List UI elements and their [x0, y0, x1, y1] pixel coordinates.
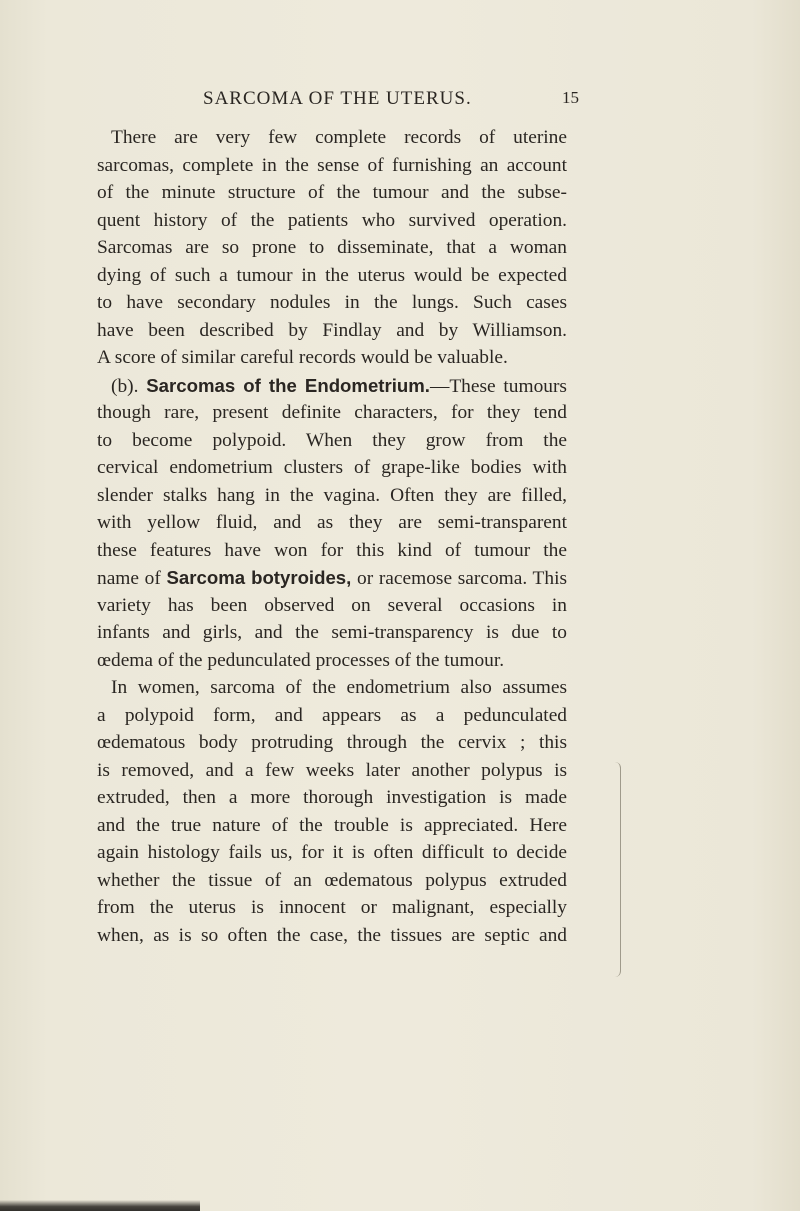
paragraph-women [97, 674, 567, 949]
text-line: with yellow fluid, and as they are semi-transparent [97, 512, 567, 533]
text-line: to have secondary nodules in the lungs. Such cases [97, 292, 567, 313]
text-line: again histology fails us, for it is often difficult to decide [97, 842, 567, 863]
paragraph-records [97, 124, 567, 372]
term-suffix: or racemose sarcoma. This [351, 568, 568, 589]
section-heading-line [97, 372, 567, 400]
text-line: A score of similar careful records would be valuable. [97, 347, 508, 368]
text-line: from the uterus is innocent or malignant, especially [97, 897, 567, 918]
text-line: In women, sarcoma of the endometrium also assumes [111, 677, 567, 698]
section-heading: Sarcomas of the Endometrium. [146, 374, 430, 396]
running-head: SARCOMA OF THE UTERUS. [203, 88, 472, 109]
section-label: (b). [111, 375, 147, 397]
term-line [97, 564, 567, 592]
body-text [97, 124, 567, 949]
page-header [96, 88, 579, 112]
text-line: is removed, and a few weeks later another polypus is [97, 759, 567, 781]
page-edge-shadow [0, 1200, 200, 1211]
bold-term: Sarcoma botyroides, [166, 567, 352, 588]
text-line: extruded, then a more thorough investigation is made [97, 787, 567, 808]
text-line: and the true nature of the trouble is appreciated. Here [97, 814, 567, 836]
text-line: though rare, present definite characters, for they tend [97, 402, 567, 423]
text-line: of the minute structure of the tumour and the subse- [97, 182, 567, 203]
text-line: sarcomas, complete in the sense of furnishing an account [97, 154, 567, 176]
text-line: There are very few complete records of uterine [111, 127, 567, 148]
page-number: 15 [562, 88, 579, 107]
text-line: œdema of the pedunculated processes of the tumour. [97, 649, 505, 671]
text-line: a polypoid form, and appears as a pedunculated [97, 704, 567, 726]
text-line: whether the tissue of an œdematous polypus extruded [97, 869, 567, 891]
term-prefix: name of [97, 568, 167, 589]
text-line: infants and girls, and the semi-transparency is due to [97, 622, 567, 643]
text-line: have been described by Findlay and by Williamson. [97, 319, 567, 341]
text-line: dying of such a tumour in the uterus would be expected [97, 264, 567, 286]
text-line: variety has been observed on several occasions in [97, 594, 567, 616]
text-line: these features have won for this kind of tumour the [97, 539, 567, 561]
text-line: quent history of the patients who survived operation. [97, 209, 567, 231]
heading-continuation: —These tumours [429, 375, 567, 397]
text-line: slender stalks hang in the vagina. Often they are filled, [97, 484, 567, 506]
text-line: to become polypoid. When they grow from the [97, 429, 567, 451]
text-line: when, as is so often the case, the tissues are septic and [97, 924, 567, 946]
text-line: Sarcomas are so prone to disseminate, that a woman [97, 237, 567, 258]
paragraph-endometrium [97, 372, 567, 675]
margin-bracket-mark [612, 762, 621, 977]
text-line: cervical endometrium clusters of grape-like bodies with [97, 457, 567, 478]
text-line: œdematous body protruding through the cervix ; this [97, 732, 567, 753]
